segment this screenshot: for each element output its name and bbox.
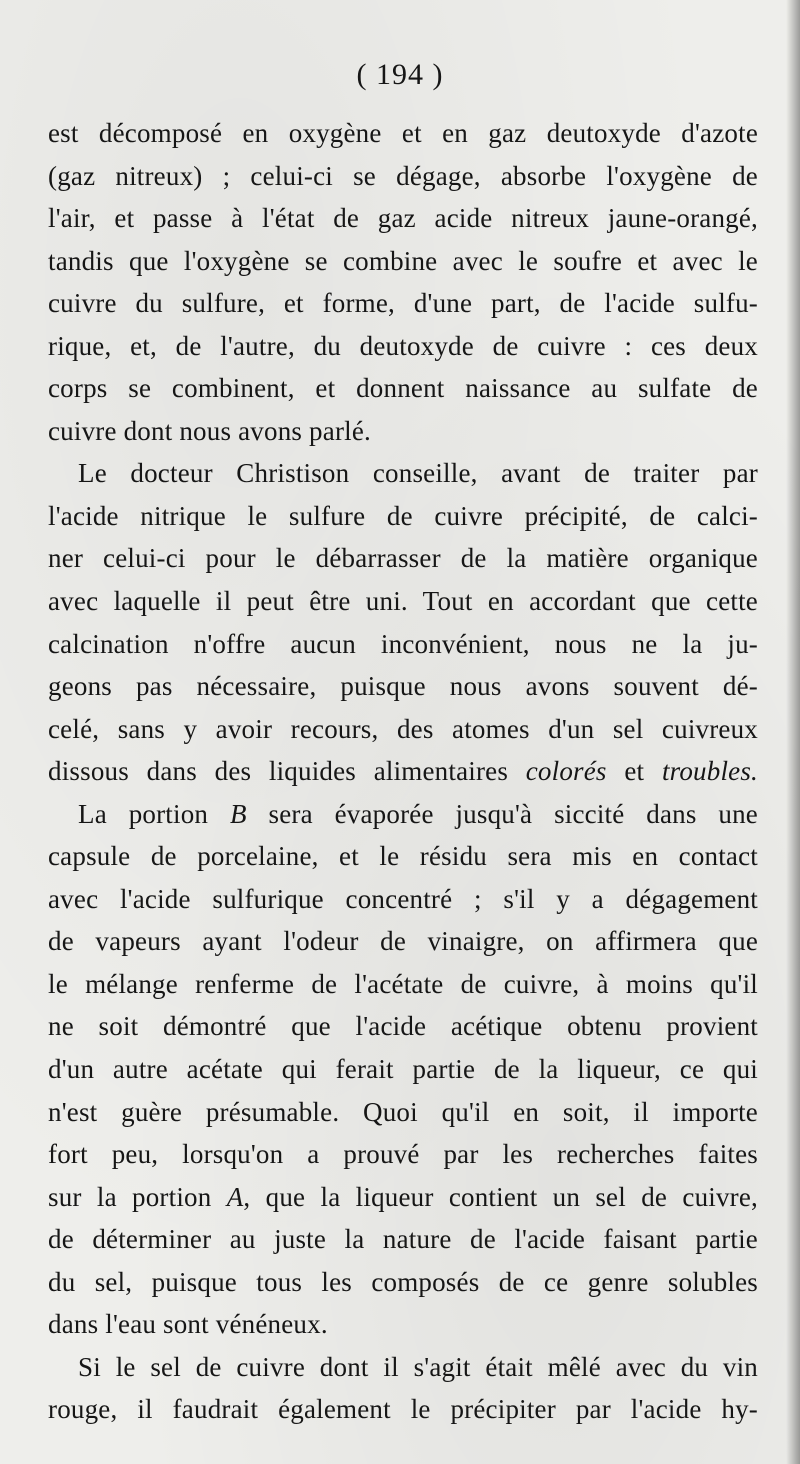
text-line: fort peu, lorsqu'on a prouvé par les recherches faites bbox=[48, 1139, 758, 1170]
text-run: La portion bbox=[78, 798, 230, 829]
text-line: celé, sans y avoir recours, des atomes d'un sel cuivreux bbox=[48, 713, 758, 744]
text-line: Si le sel de cuivre dont il s'agit était mêlé avec du vin bbox=[78, 1351, 758, 1382]
text-line: (gaz nitreux) ; celui-ci se dégage, absorbe l'oxygène de bbox=[48, 160, 758, 191]
page-number: ( 194 ) bbox=[356, 58, 444, 91]
text-line: ne soit démontré que l'acide acétique obtenu provient bbox=[48, 1011, 758, 1042]
italic-run: troubles. bbox=[661, 756, 758, 787]
text-line: l'acide nitrique le sulfure de cuivre précipité, de calci- bbox=[48, 500, 758, 531]
text-line: d'un autre acétate qui ferait partie de la liqueur, ce qui bbox=[48, 1054, 758, 1085]
text-line: de vapeurs ayant l'odeur de vinaigre, on affirmera que bbox=[48, 926, 758, 957]
text-line: rique, et, de l'autre, du deutoxyde de cuivre : ces deux bbox=[48, 330, 758, 361]
text-line: est décomposé en oxygène et en gaz deutoxyde d'azote bbox=[48, 118, 758, 148]
text-line: avec l'acide sulfurique concentré ; s'il y a dégagement bbox=[48, 883, 758, 914]
text-run: sur la portion bbox=[48, 1181, 227, 1212]
text-line bbox=[48, 750, 758, 793]
text-line: dans l'eau sont vénéneux. bbox=[48, 1309, 328, 1340]
text-line: tandis que l'oxygène se combine avec le soufre et avec le bbox=[48, 245, 758, 276]
text-line: corps se combinent, et donnent naissance au sulfate de bbox=[48, 373, 758, 404]
text-line: ner celui-ci pour le débarrasser de la matière organique bbox=[48, 543, 758, 574]
text-line: geons pas nécessaire, puisque nous avons souvent dé- bbox=[48, 671, 758, 702]
text-line: Le docteur Christison conseille, avant de traiter par bbox=[78, 458, 758, 489]
text-run: dissous dans des liquides alimentaires bbox=[48, 756, 509, 787]
italic-run: A bbox=[226, 1181, 244, 1212]
text-line: capsule de porcelaine, et le résidu sera mis en contact bbox=[48, 841, 758, 872]
text-line: avec laquelle il peut être uni. Tout en accordant que cette bbox=[48, 586, 758, 617]
text-run: sera évaporée jusqu'à siccité dans une bbox=[246, 798, 758, 829]
text-line bbox=[48, 1176, 758, 1219]
text-line: de déterminer au juste la nature de l'acide faisant partie bbox=[48, 1224, 758, 1255]
text-line: cuivre dont nous avons parlé. bbox=[48, 415, 371, 446]
text-run: , que la liqueur contient un sel de cuivre, bbox=[243, 1181, 758, 1212]
page-edge-shadow bbox=[786, 0, 800, 1464]
text-line: calcination n'offre aucun inconvénient, nous ne la ju- bbox=[48, 628, 758, 659]
text-line: cuivre du sulfure, et forme, d'une part, de l'acide sulfu- bbox=[48, 288, 758, 319]
text-line: du sel, puisque tous les composés de ce genre solubles bbox=[48, 1266, 758, 1297]
text-run: et bbox=[606, 756, 662, 787]
italic-run: B bbox=[229, 798, 247, 829]
text-line: rouge, il faudrait également le précipiter par l'acide hy- bbox=[48, 1394, 758, 1425]
text-line bbox=[48, 793, 758, 836]
text-line: n'est guère présumable. Quoi qu'il en soit, il importe bbox=[48, 1096, 758, 1127]
italic-run: colorés bbox=[525, 756, 607, 787]
text-line: le mélange renferme de l'acétate de cuivre, à moins qu'il bbox=[48, 968, 758, 999]
text-line: l'air, et passe à l'état de gaz acide nitreux jaune-orangé, bbox=[48, 203, 758, 234]
body-text bbox=[48, 112, 758, 1431]
